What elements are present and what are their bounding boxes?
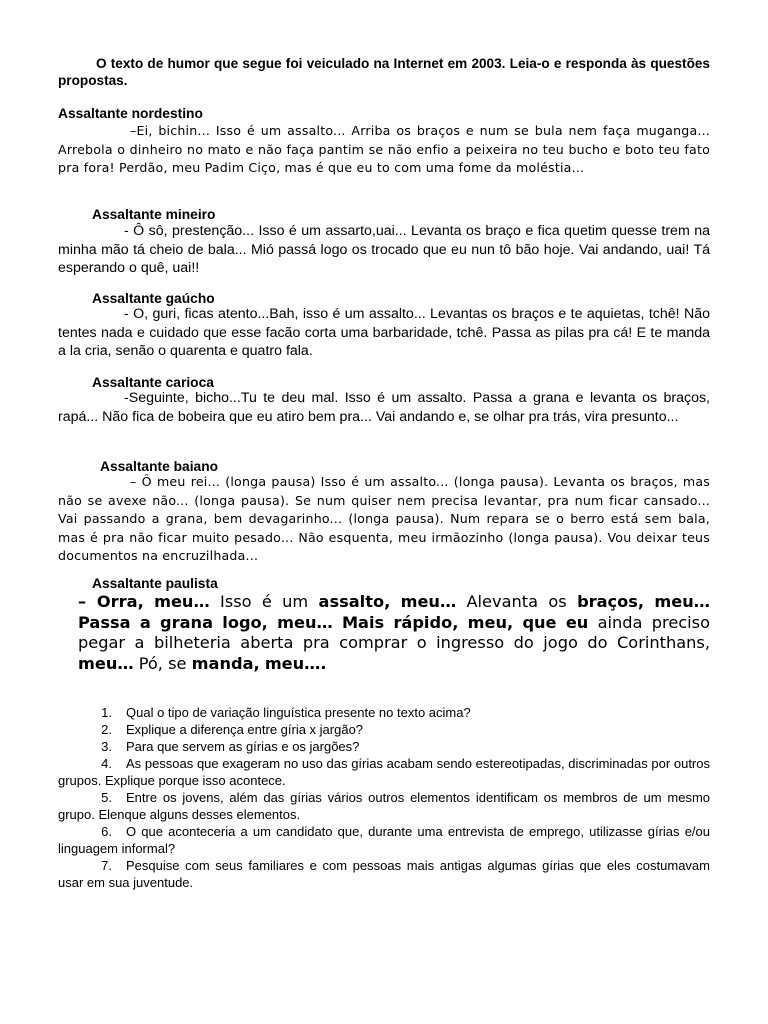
paulista-part: meu,: [467, 612, 514, 632]
paulista-part: manda,: [191, 653, 260, 673]
question-number: 7.: [101, 858, 112, 873]
paulista-part: Alevanta os: [466, 592, 567, 611]
paulista-part: meu…: [154, 592, 210, 611]
heading-gaucho: Assaltante gaúcho: [92, 291, 215, 306]
paulista-part: braços,: [577, 592, 645, 611]
question-number: 2.: [101, 722, 112, 737]
question-number: 4.: [101, 756, 112, 771]
question-text: Pesquise com seus familiares e com pessoas mais antigas algumas gírias que eles costumavam usar em sua juventude.: [58, 858, 710, 890]
question-item: [58, 755, 710, 789]
paulista-part: Mais: [341, 612, 385, 632]
heading-mineiro: Assaltante mineiro: [92, 207, 216, 222]
text-nordestino: –Ei, bichin... Isso é um assalto... Arriba os braços e num se bula nem faça muganga... Arrebola o dinheiro no mato e não faça pantim se não enfio a peixeira no teu bucho e boto teu fato pra fora! Perdão, meu Padim Ciço, mas é que eu to com uma fome da moléstia...: [58, 123, 710, 175]
paulista-part: Passa: [78, 612, 131, 632]
paulista-part: meu…: [654, 592, 710, 611]
paulista-part: assalto,: [318, 592, 391, 611]
text-paulista: [58, 592, 710, 674]
heading-paulista: Assaltante paulista: [92, 576, 218, 591]
question-item: [58, 721, 710, 738]
question-item: [58, 738, 710, 755]
text-gaucho: - O, guri, ficas atento...Bah, isso é um assalto... Levantas os braços e te aquietas, tchê! Não tentes nada e cuidado que esse facão corta uma barbaridade, tchê. Passa as pilas pra cá! E te manda a la cria, senão o quarenta e quatro fala.: [58, 306, 710, 360]
heading-baiano: Assaltante baiano: [100, 459, 219, 474]
question-text: Qual o tipo de variação linguística presente no texto acima?: [126, 705, 471, 720]
question-item: [58, 789, 710, 823]
question-text: Entre os jovens, além das gírias vários outros elementos identificam os membros de um mesmo grupo. Elenque alguns desses elementos.: [58, 790, 710, 822]
question-text: Para que servem as gírias e os jargões?: [126, 739, 360, 754]
questions-list: [58, 704, 710, 891]
question-number: 1.: [101, 705, 112, 720]
paulista-part: logo,: [222, 612, 268, 632]
paulista-part: Pó,: [138, 653, 163, 673]
paulista-part: eu: [565, 612, 589, 632]
question-number: 3.: [101, 739, 112, 754]
paulista-part: meu…: [400, 592, 457, 611]
question-text: As pessoas que exageram no uso das gírias acabam sendo estereotipadas, discriminadas por outros grupos. Explique porque isso acontece.: [58, 756, 710, 788]
question-text: O que aconteceria a um candidato que, durante uma entrevista de emprego, utilizasse gírias e/ou linguagem informal?: [58, 824, 710, 856]
text-baiano: – Ô meu rei... (longa pausa) Isso é um assalto... (longa pausa). Levanta os braços, mas não se avexe não... (longa pausa). Se num quiser nem precisa levantar, pra num ficar cansado... Vai passando a grana, bem devagarinho... (longa pausa). Num repara se o berro está sem bala, mas é pra não ficar muito pesado... Não esquenta, meu irmãozinho (longa pausa). Vou deixar teus documentos na encruzilhada...: [58, 474, 710, 563]
paulista-part: meu…: [78, 653, 134, 673]
question-item: [58, 704, 710, 721]
question-item: [58, 823, 710, 857]
intro-paragraph: O texto de humor que segue foi veiculado na Internet em 2003. Leia-o e responda às questões propostas.: [58, 56, 710, 88]
paulista-part: que: [522, 612, 557, 632]
text-carioca: -Seguinte, bicho...Tu te deu mal. Isso é um assalto. Passa a grana e levanta os braços, rapá... Não fica de bobeira que eu atiro bem pra... Vai andando e, se olhar pra trás, vira presunto...: [58, 390, 710, 425]
question-number: 5.: [101, 790, 112, 805]
paulista-part: Isso é um: [219, 592, 309, 611]
paulista-part: meu….: [264, 653, 327, 673]
question-text: Explique a diferença entre gíria x jargão?: [126, 722, 364, 737]
paulista-part: – Orra,: [78, 592, 144, 611]
heading-nordestino: Assaltante nordestino: [58, 106, 203, 121]
paulista-part: se: [168, 653, 187, 673]
text-mineiro: - Ô sô, prestenção... Isso é um assarto,uai... Levanta os braço e fica quetim quesse trem na minha mão tá cheio de bala... Mió passá logo os trocado que eu nun tô bão hoje. Vai andando, uai! Tá esperando o quê, uai!!: [58, 223, 710, 277]
paulista-part: a: [139, 612, 151, 632]
question-number: 6.: [101, 824, 112, 839]
paulista-part: ainda preciso pegar a bilheteria aberta pra comprar o ingresso do jogo do Corinthans,: [78, 612, 711, 652]
paulista-part: rápido,: [393, 612, 459, 632]
paulista-part: meu…: [277, 612, 333, 632]
paulista-part: grana: [160, 612, 213, 632]
heading-carioca: Assaltante carioca: [92, 375, 214, 390]
question-item: [58, 857, 710, 891]
